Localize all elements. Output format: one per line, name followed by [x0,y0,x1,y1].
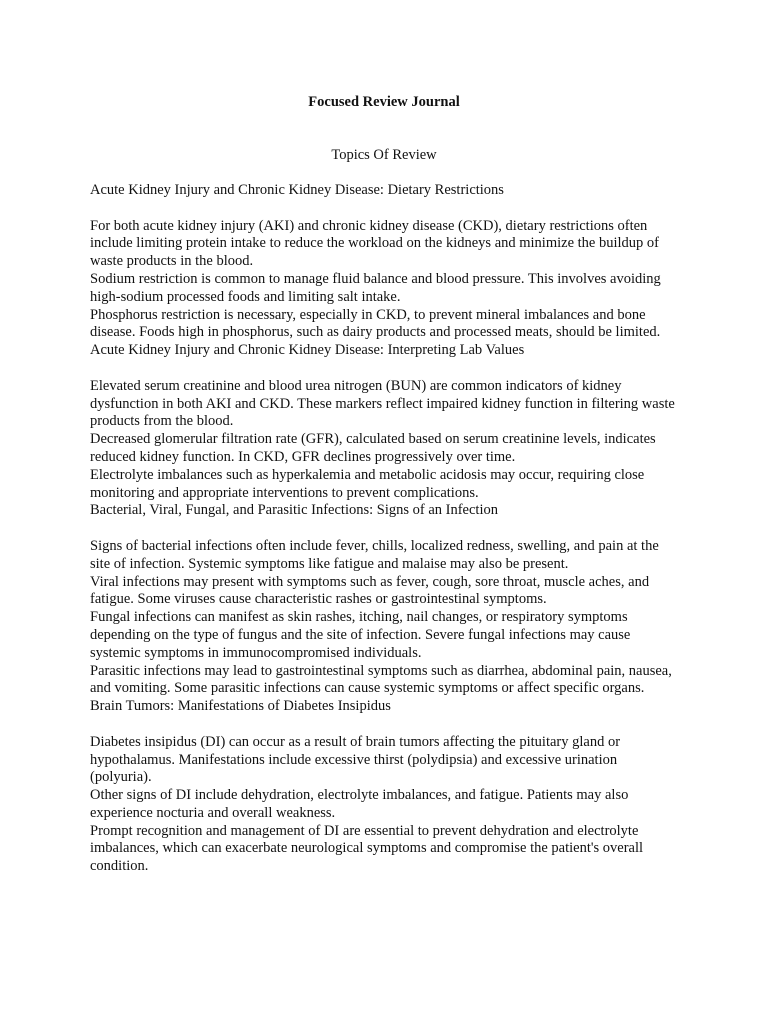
paragraph: Prompt recognition and management of DI are essential to prevent dehydration and electrolyte imbalances, which can exacerbate neurological symptoms and compromise the patient's overall condition. [90,822,644,875]
paragraph: Fungal infections can manifest as skin rashes, itching, nail changes, or respiratory symptoms depending on the type of fungus and the site of infection. Severe fungal infections may cause systemic symptoms in immunocompromised individuals. [90,609,631,661]
section-heading: Bacterial, Viral, Fungal, and Parasitic Infections: Signs of an Infection [90,502,498,519]
section-diabetes-insipidus [90,698,680,876]
paragraph: Electrolyte imbalances such as hyperkalemia and metabolic acidosis may occur, requiring close monitoring and appropriate interventions to prevent complications. [90,466,645,501]
paragraph: Phosphorus restriction is necessary, especially in CKD, to prevent mineral imbalances and bone disease. Foods high in phosphorus, such as dairy products and processed meats, should be limited. [90,306,661,341]
paragraph: Decreased glomerular filtration rate (GFR), calculated based on serum creatinine levels, indicates reduced kidney function. In CKD, GFR declines progressively over time. [90,431,656,465]
paragraph: Parasitic infections may lead to gastrointestinal symptoms such as diarrhea, abdominal pain, nausea, and vomiting. Some parasitic infections can cause systemic symptoms or affect specific organs. [90,662,672,697]
paragraph: Other signs of DI include dehydration, electrolyte imbalances, and fatigue. Patients may also experience nocturia and overall weakness. [90,787,629,821]
section-lab-values [90,342,680,502]
section-heading: Acute Kidney Injury and Chronic Kidney Disease: Interpreting Lab Values [90,342,525,359]
section-heading: Acute Kidney Injury and Chronic Kidney Disease: Dietary Restrictions [90,182,504,198]
section-infections [90,502,680,698]
section-heading: Brain Tumors: Manifestations of Diabetes Insipidus [90,698,391,715]
paragraph: Sodium restriction is common to manage fluid balance and blood pressure. This involves avoiding high-sodium processed foods and limiting salt intake. [90,270,661,305]
paragraph: Diabetes insipidus (DI) can occur as a result of brain tumors affecting the pituitary gland or hypothalamus. Manifestations include excessive thirst (polydipsia) and excessive urination (polyuria). [90,733,621,786]
document-subtitle: Topics Of Review [331,147,437,163]
paragraph: Signs of bacterial infections often include fever, chills, localized redness, swelling, and pain at the site of infection. Systemic symptoms like fatigue and malaise may also be present. [90,537,659,572]
document-title: Focused Review Journal [308,94,460,110]
document-body [90,182,680,876]
paragraph: For both acute kidney injury (AKI) and chronic kidney disease (CKD), dietary restrictions often include limiting protein intake to reduce the workload on the kidneys and minimize the buildup of waste products in the blood. [90,217,659,270]
paragraph: Viral infections may present with symptoms such as fever, cough, sore throat, muscle aches, and fatigue. Some viruses cause characteristic rashes or gastrointestinal symptoms. [90,573,650,608]
section-dietary-restrictions [90,182,680,342]
paragraph: Elevated serum creatinine and blood urea nitrogen (BUN) are common indicators of kidney dysfunction in both AKI and CKD. These markers reflect impaired kidney function in filtering waste products from the blood. [90,377,675,430]
